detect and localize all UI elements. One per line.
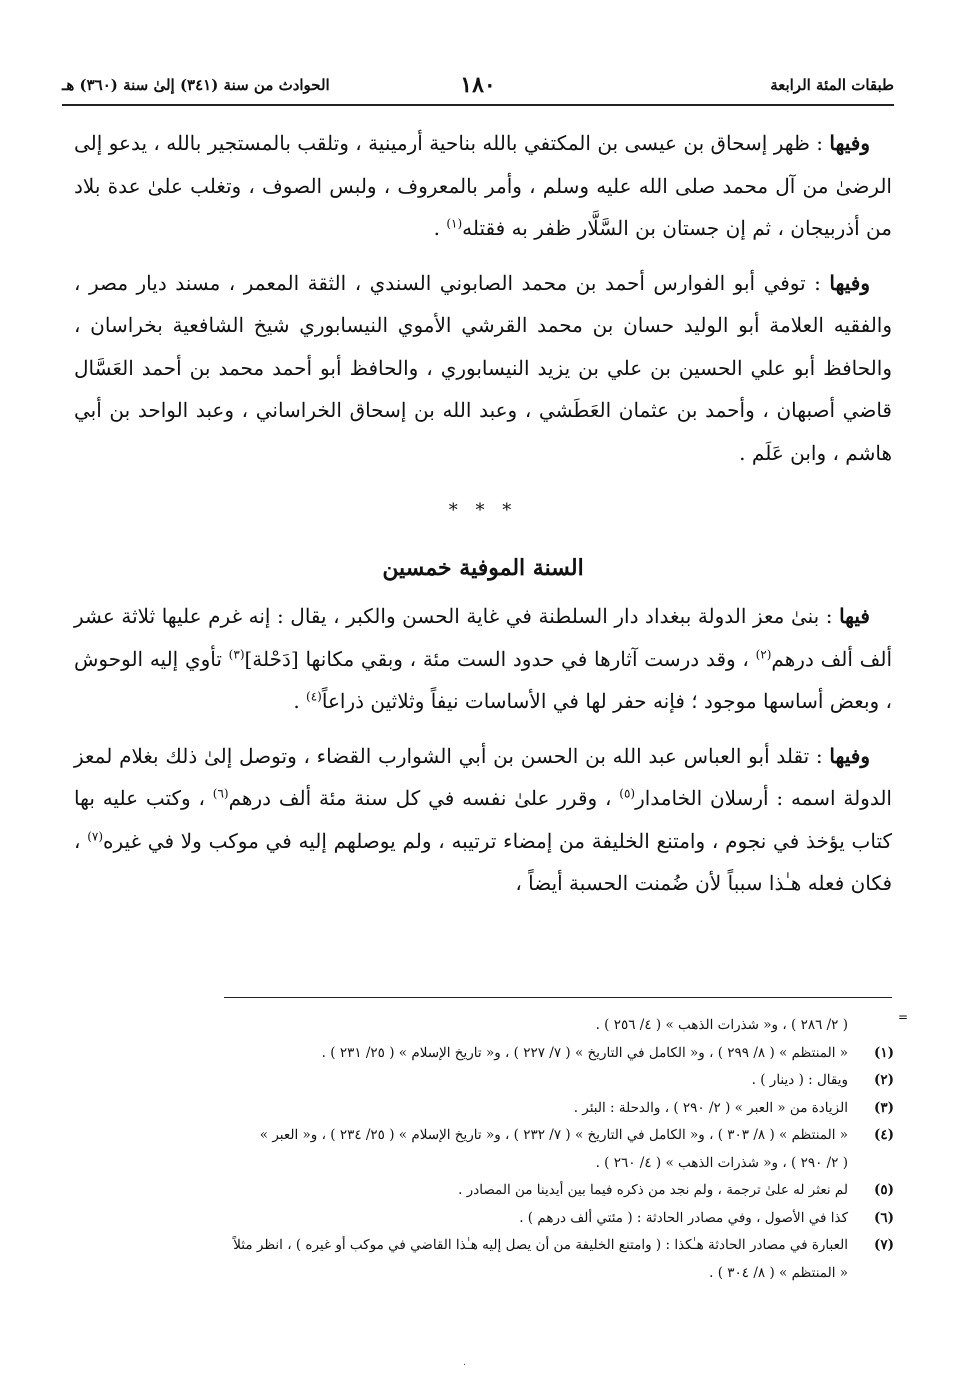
- footnote-number: (٧): [873, 1237, 894, 1253]
- footnote-continuation-mark: =: [898, 1010, 909, 1024]
- footnotes: [66, 1012, 894, 1287]
- paragraph-text: : تقلد أبو العباس عبد الله بن الحسن بن أبي الشوارب القضاء ، وتوصل إلىٰ ذلك بغلام لمعز الدولة اسمه : أرسلان الخامدار: [74, 743, 892, 810]
- footnote-text: ( ٢/ ٢٩٠ ) ، و« شذرات الذهب » ( ٤/ ٢٦٠ ) .: [595, 1154, 848, 1171]
- paragraph-tail: ، فكان فعله هـٰذا سبباً لأن ضُمنت الحسبة أيضاً ،: [74, 828, 892, 895]
- footnote-number: (٤): [873, 1127, 894, 1143]
- footnote-number: (٢): [873, 1072, 894, 1088]
- footnote-ref[interactable]: (٥): [619, 786, 636, 801]
- header-rule: [62, 104, 894, 106]
- footnote-ref[interactable]: (٣): [228, 646, 245, 661]
- paragraph-text: : ظهر إسحاق بن عيسى بن المكتفي بالله بناحية أرمينية ، وتلقب بالمستجير بالله ، يدعو إلى الرضىٰ من آل محمد صلى الله عليه وسلم ، وأمر بالمعروف ، ولبس الصوف ، وتغلب علىٰ عدة بلاد من أذربيجان ، ثم إن جستان بن السَّلَّار ظفر به فقتله: [74, 131, 892, 240]
- paragraph-tail: .: [293, 689, 307, 713]
- footnote-ref[interactable]: (٧): [87, 828, 104, 843]
- paragraph-text: ، وقد درست آثارها في حدود الست مئة ، وبقي مكانها [دَحْلة]: [244, 646, 756, 671]
- paragraph-text: تأوي إليه الوحوش ، وبعض أساسها موجود ؛ فإنه حفر لها في الأساسات نيفاً وثلاثين ذراعاً: [74, 646, 892, 713]
- footnote: [66, 1122, 894, 1150]
- paragraph-text: ، وقرر علىٰ نفسه في كل سنة مئة ألف درهم: [228, 786, 620, 810]
- paragraph-text: : بنىٰ معز الدولة ببغداد دار السلطنة في غاية الحسن والكبر ، يقال : إنه غرم عليها ثلاثة عشر ألف ألف درهم: [74, 604, 893, 671]
- paragraph: [74, 262, 892, 475]
- paragraph: [74, 122, 892, 250]
- section-heading: السنة الموفية خمسين: [382, 554, 584, 581]
- paragraph-lead: وفيها: [829, 270, 870, 295]
- footnote: [66, 1232, 894, 1260]
- footnote-number: (٥): [873, 1182, 894, 1198]
- footnote-number: (١): [873, 1044, 894, 1061]
- main-text: [74, 122, 892, 917]
- paragraph-lead: فيها: [839, 604, 870, 628]
- footnote: [66, 1205, 894, 1233]
- footnote-number: (٦): [873, 1209, 894, 1226]
- footnote: [66, 1260, 894, 1288]
- paragraph-lead: وفيها: [829, 131, 870, 155]
- footnote: [66, 1150, 894, 1178]
- footnote-ref[interactable]: (٦): [212, 786, 229, 801]
- paragraph: [74, 735, 892, 905]
- paragraph: [74, 595, 892, 723]
- footnote-ref[interactable]: (١): [446, 216, 463, 231]
- footnote-ref[interactable]: (٢): [755, 646, 772, 661]
- paragraph-lead: وفيها: [829, 743, 870, 768]
- footnote-text: ( ٢/ ٢٨٦ ) ، و« شذرات الذهب » ( ٤/ ٢٥٦ ) .: [595, 1017, 848, 1033]
- footnote-text: « المنتظم » ( ٨/ ٣٠٤ ) .: [709, 1264, 848, 1281]
- footnote: [66, 1040, 894, 1068]
- footnote-text: لم نعثر له علىٰ ترجمة ، ولم نجد من ذكره فيما بين أيدينا من المصادر .: [458, 1182, 848, 1198]
- footnote-text: « المنتظم » ( ٨/ ٣٠٣ ) ، و« الكامل في التاريخ » ( ٧/ ٢٣٢ ) ، و« تاريخ الإسلام » ( ٢٥/ ٢٣٤ ) ، و« العبر »: [259, 1127, 848, 1143]
- footnote: [66, 1095, 894, 1123]
- footnote-text: العبارة في مصادر الحادثة هـٰكذا : ( وامتنع الخليفة من أن يصل إليه هـٰذا القاضي في موكب أو غيره ) ، انظر مثلاً: [233, 1237, 848, 1253]
- book-title: طبقات المئة الرابعة: [770, 76, 894, 94]
- section-separator: * * *: [448, 500, 518, 521]
- footnote-text: الزيادة من « العبر » ( ٢/ ٢٩٠ ) ، والدحلة : البئر .: [573, 1099, 848, 1116]
- footnote-text: كذا في الأصول ، وفي مصادر الحادثة : ( مئتي ألف درهم ) .: [519, 1209, 848, 1226]
- footnote-text: « المنتظم » ( ٨/ ٢٩٩ ) ، و« الكامل في التاريخ » ( ٧/ ٢٢٧ ) ، و« تاريخ الإسلام » ( ٢٥/ ٢٣١ ) .: [321, 1044, 848, 1061]
- footnote-text: ويقال : ( دينار ) .: [751, 1072, 848, 1088]
- footnote: [66, 1067, 894, 1095]
- section-title: الحوادث من سنة (٣٤١) إلىٰ سنة (٣٦٠) هـ: [62, 76, 330, 94]
- scan-mark: ·: [463, 1360, 467, 1371]
- paragraph-tail: .: [433, 216, 447, 240]
- footnote-rule: [224, 997, 892, 998]
- paragraph-text: ، وكتب عليه بها كتاب يؤخذ في نجوم ، وامتنع الخليفة من إمضاء ترتيبه ، ولم يوصلهم إليه في موكب ولا في غيره: [74, 786, 893, 853]
- footnote: [66, 1177, 894, 1205]
- page-header: [62, 72, 894, 98]
- page-number: ١٨٠: [460, 72, 496, 98]
- footnote-ref[interactable]: (٤): [306, 689, 322, 704]
- footnote-number: (٣): [873, 1099, 894, 1116]
- footnote: [66, 1012, 894, 1040]
- paragraph-text: : توفي أبو الفوارس أحمد بن محمد الصابوني السندي ، الثقة المعمر ، مسند ديار مصر ، والفقيه العلامة أبو الوليد حسان بن محمد القرشي الأموي النيسابوري شيخ الشافعية بخراسان ، والحافظ أبو علي الحسين بن علي بن يزيد النيسابوري ، والحافظ أبو أحمد محمد بن أحمد العَسَّال قاضي أصبهان ، وأحمد بن عثمان العَطَشي ، وعبد الله بن إسحاق الخراساني ، وعبد الواحد بن أبي هاشم ، وابن عَلَم .: [74, 270, 893, 465]
